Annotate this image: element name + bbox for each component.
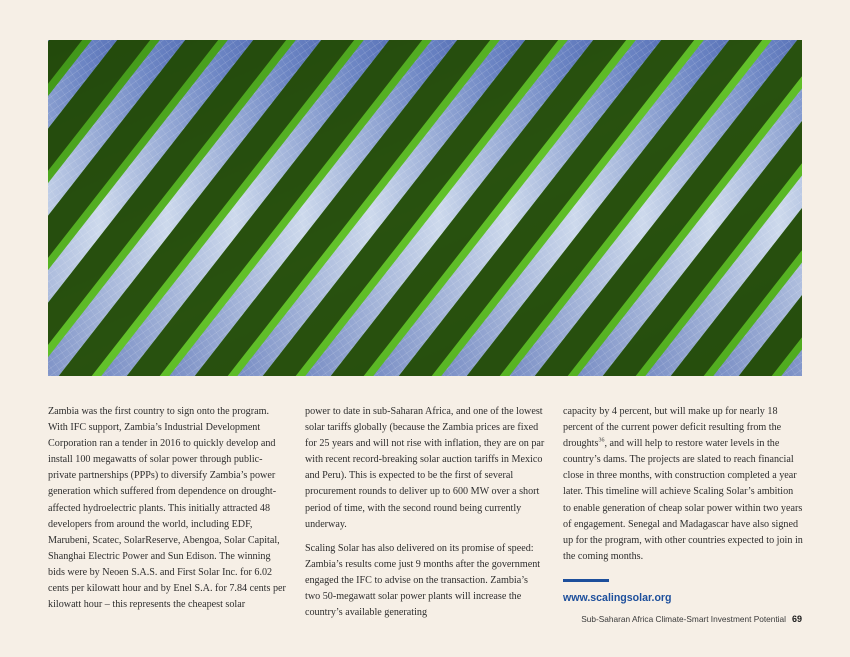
- solar-farm-photo: [48, 40, 802, 376]
- body-paragraph: Scaling Solar has also delivered on its promise of speed: Zambia’s results come just 9 months after the government engaged the IFC to advise on the transaction. Zambia’s two 50-megawatt solar power plants will increase the country’s available generating: [305, 542, 541, 619]
- page-footer: [581, 614, 802, 624]
- footnote-ref: 36: [598, 437, 605, 444]
- body-paragraph: power to date in sub-Saharan Africa, and one of the lowest solar tariffs globally (because the Zambia prices are fixed for 25 years and will not rise with inflation, they are on par with recent record-breaking solar auction tariffs in Mexico and Peru). This is expected to be the first of several procurement rounds to deliver up to 600 MW over a short period of time, with the second round being currently underway.: [305, 406, 545, 530]
- paragraph-text: , and will help to restore water levels in the country’s dams. The projects are slated to reach financial close in three months, with construction completed a year later. This timeline will achieve Scaling Solar’s ambition to enable generation of cheap solar power within two years of engagement. Senegal and Madagascar have also signed up for the program, with other countries expected to join in the coming months.: [563, 438, 803, 562]
- publication-title: Sub-Saharan Africa Climate-Smart Investment Potential: [581, 614, 786, 624]
- text-column-2: [305, 404, 545, 629]
- body-paragraph: Zambia was the first country to sign onto the program. With IFC support, Zambia’s Industrial Development Corporation ran a tender in 2016 to quickly develop and install 100 megawatts of solar power through public-private partnerships (PPPs) to diversify Zambia’s power generation which suffered from dependence on drought-affected hydroelectric plants. This initially attracted 48 developers from around the world, including EDF, Marubeni, Scatec, SolarReserve, Abengoa, Solar Capital, Shanghai Electric Power and Sun Edison. The winning bids were by Neoen S.A.S. and First Solar Inc. for 6.02 cents per kilowatt hour and by Enel S.A. for 7.84 cents per kilowatt hour – this represents the cheapest solar: [48, 406, 286, 611]
- website-link[interactable]: www.scalingsolar.org: [563, 591, 672, 604]
- body-paragraph: [563, 404, 803, 565]
- accent-rule: [563, 579, 609, 582]
- text-column-1: [48, 404, 288, 621]
- page-number: 69: [791, 614, 802, 624]
- text-column-3: [563, 404, 803, 607]
- paragraph-text: capacity by 4 percent, but will make up for nearly 18 percent of the current power deficit resulting from the droughts: [563, 406, 782, 450]
